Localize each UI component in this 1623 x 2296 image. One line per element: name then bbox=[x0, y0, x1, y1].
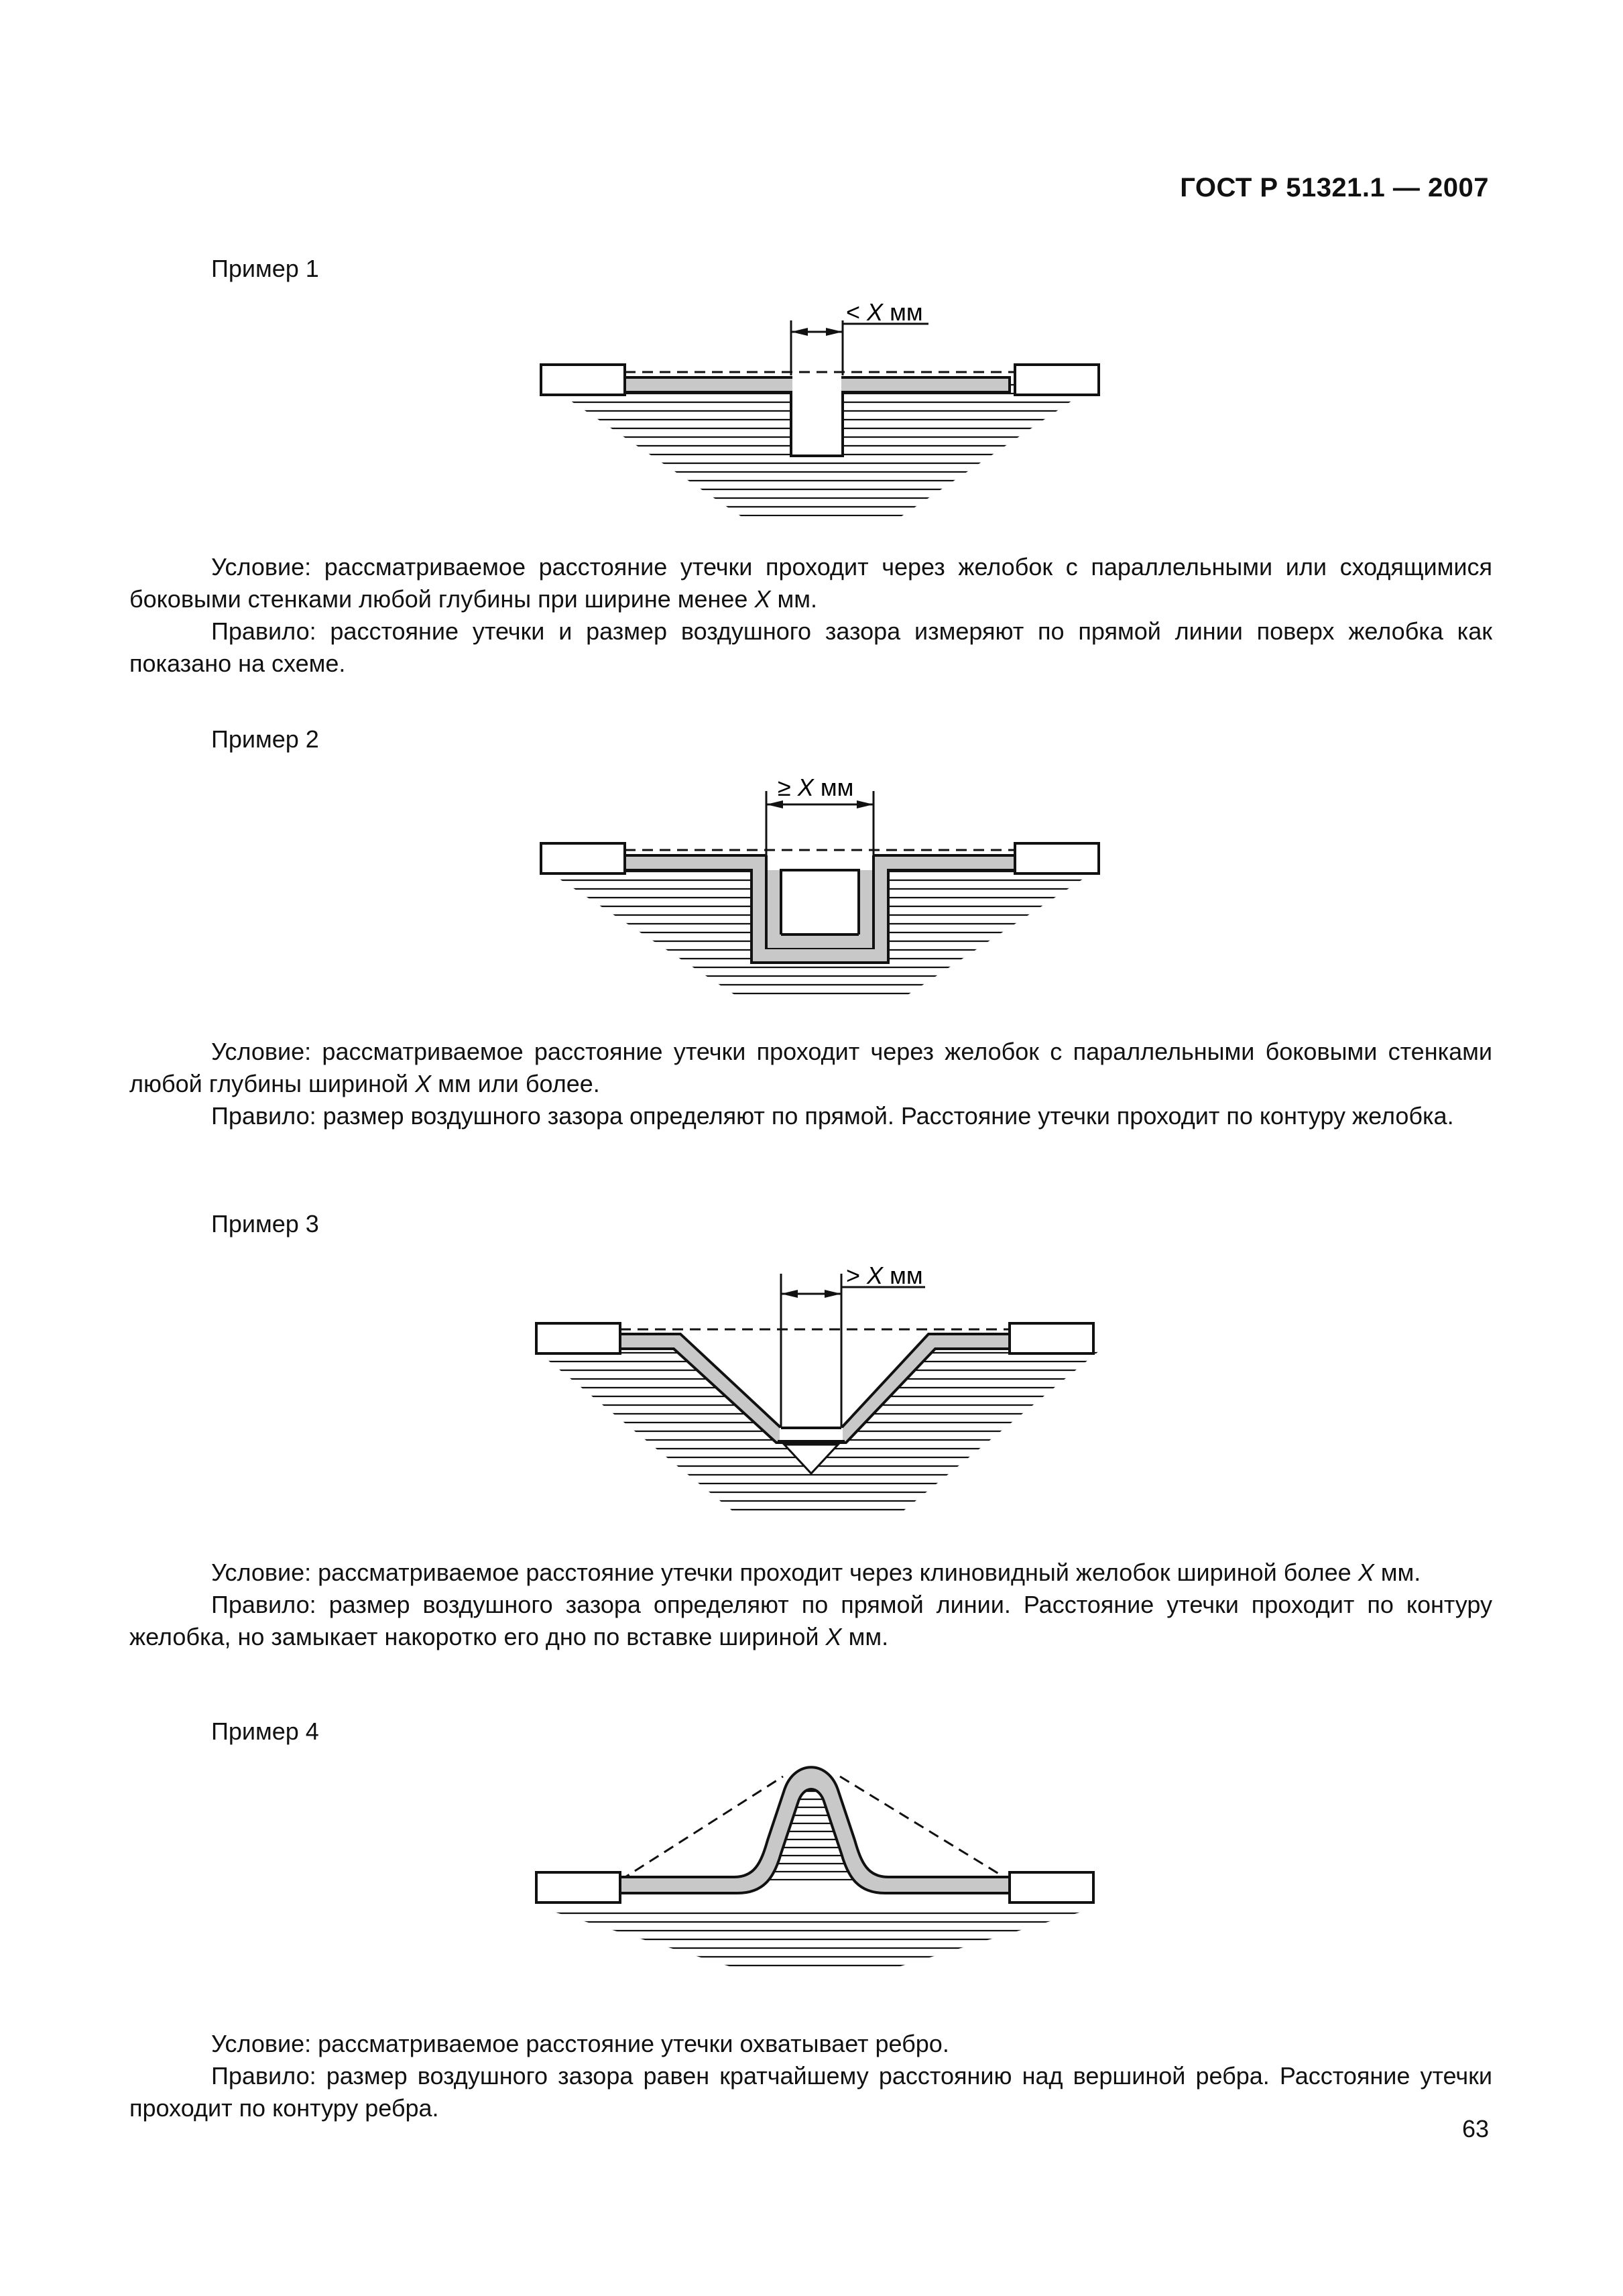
example-1-rule: Правило: расстояние утечки и размер воздушного зазора измеряют по прямой линии поверх желобка как показано на схеме. bbox=[129, 617, 1492, 677]
example-4-condition: Условие: рассматриваемое расстояние утечки охватывает ребро. bbox=[211, 2030, 949, 2057]
example-1-dimension-label: < X мм bbox=[846, 298, 923, 326]
example-4-hatching bbox=[523, 1913, 1113, 1966]
example-2-right-conductor bbox=[1015, 843, 1099, 873]
example-1-figure bbox=[0, 295, 1623, 516]
example-2-left-conductor bbox=[541, 843, 625, 873]
example-3-right-conductor bbox=[1010, 1323, 1093, 1353]
example-1-label: Пример 1 bbox=[211, 255, 319, 282]
example-4-rib bbox=[620, 1767, 1010, 1893]
example-4-left-conductor bbox=[536, 1872, 620, 1902]
example-4-label: Пример 4 bbox=[211, 1717, 319, 1745]
example-3-dimension-label: > X мм bbox=[846, 1262, 923, 1289]
example-2-rule: Правило: размер воздушного зазора определяют по прямой. Расстояние утечки проходит по контуру желобка. bbox=[211, 1102, 1454, 1130]
example-1-left-conductor bbox=[541, 365, 625, 395]
example-2-label: Пример 2 bbox=[211, 725, 319, 753]
example-1-right-conductor bbox=[1015, 365, 1099, 395]
example-1-groove bbox=[791, 392, 843, 456]
example-3-text bbox=[129, 1557, 1492, 1653]
example-2-groove bbox=[781, 870, 859, 934]
document-header: ГОСТ Р 51321.1 — 2007 bbox=[1180, 173, 1489, 202]
example-2-figure bbox=[0, 771, 1623, 999]
example-1-condition: Условие: рассматриваемое расстояние утечки проходит через желобок с параллельными или сходящимися боковыми стенками любой глубины при ширине менее X мм. bbox=[129, 553, 1492, 613]
example-4-right-conductor bbox=[1010, 1872, 1093, 1902]
example-3-label: Пример 3 bbox=[211, 1210, 319, 1237]
example-2-text bbox=[129, 1036, 1492, 1132]
example-2-condition: Условие: рассматриваемое расстояние утечки проходит через желобок с параллельными боковыми стенками любой глубины шириной X мм или более. bbox=[129, 1038, 1492, 1097]
example-3-condition: Условие: рассматриваемое расстояние утечки проходит через клиновидный желобок шириной более X мм. bbox=[211, 1559, 1421, 1586]
example-3-figure bbox=[0, 1254, 1623, 1522]
example-4-rule: Правило: размер воздушного зазора равен кратчайшему расстоянию над вершиной ребра. Расстояние утечки проходит по контуру ребра. bbox=[129, 2062, 1492, 2122]
example-3-rule: Правило: размер воздушного зазора определяют по прямой линии. Расстояние утечки проходит по контуру желобка, но замыкает накоротко его дно по вставке шириной X мм. bbox=[129, 1591, 1492, 1650]
example-2-dimension-label: ≥ X мм bbox=[778, 774, 854, 801]
page-number: 63 bbox=[1461, 2115, 1489, 2142]
example-4-text bbox=[129, 2028, 1492, 2124]
example-1-text bbox=[129, 551, 1492, 680]
example-4-figure bbox=[0, 1756, 1623, 1978]
example-3-left-conductor bbox=[536, 1323, 620, 1353]
